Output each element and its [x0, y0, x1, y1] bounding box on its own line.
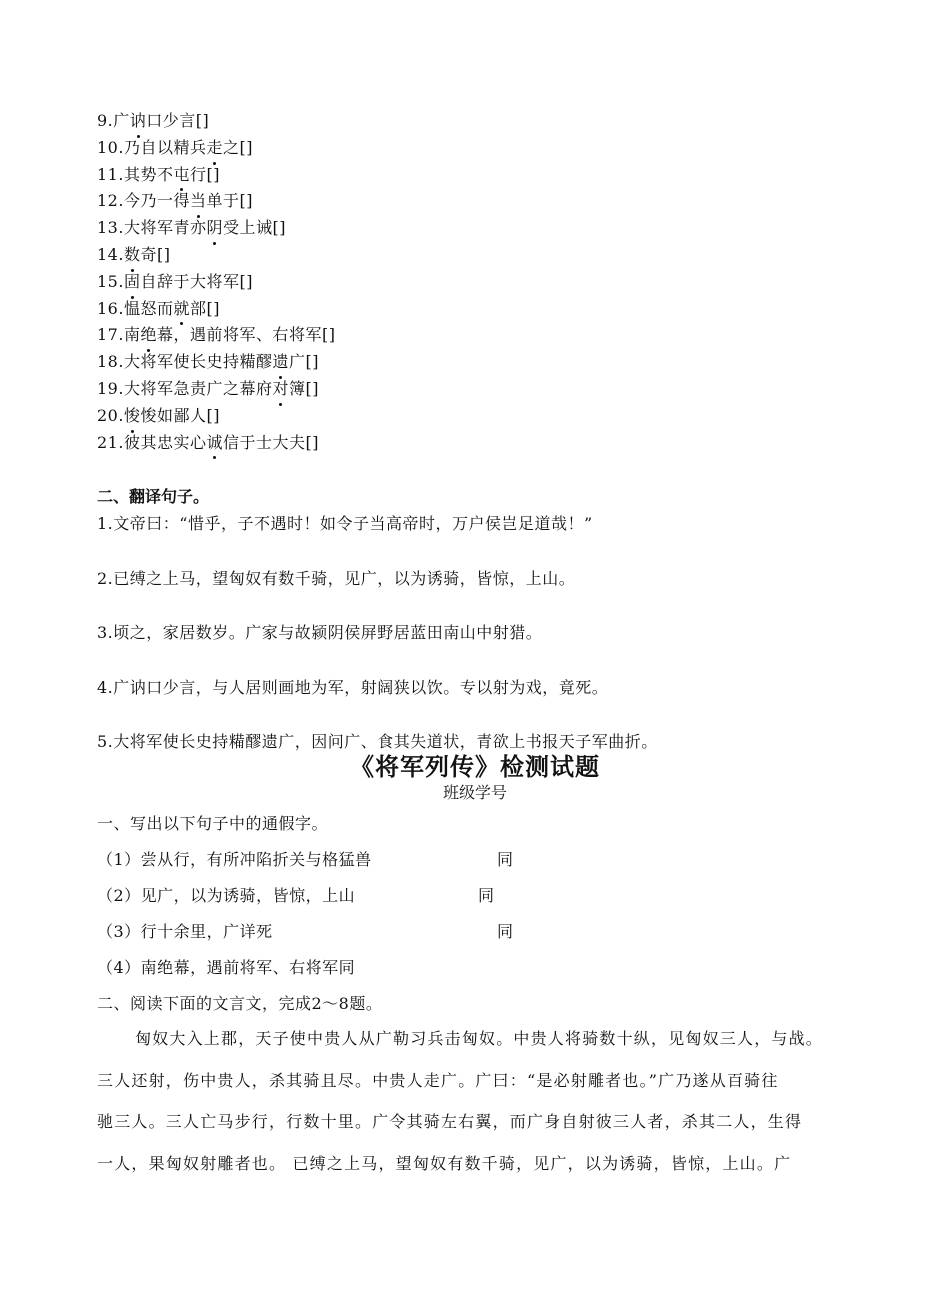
- translation-item-1: 1.文帝曰：“惜乎，子不遇时！如令子当高帝时，万户侯岂足道哉！”: [97, 514, 593, 533]
- vocab-item-20: 20.悛悛如鄙人[]: [97, 403, 335, 430]
- same-as-label: 同: [497, 922, 514, 941]
- vocab-item-15: 15.固自辞于大将军[]: [97, 269, 335, 296]
- tongjia-text: （3）行十余里，广详死: [97, 922, 273, 941]
- vocab-item-10: 10.乃自以精兵走之[]: [97, 135, 335, 162]
- vocab-item-16: 16.愠怒而就部[]: [97, 296, 335, 323]
- translation-heading: 二、翻译句子。: [97, 487, 210, 506]
- translation-item-5: 5.大将军使长史持糒醪遗广，因问广、食其失道状，青欲上书报天子军曲折。: [97, 732, 658, 751]
- vocab-list: [97, 108, 335, 456]
- translation-item-2: 2.已缚之上马，望匈奴有数千骑，见广，以为诱骑，皆惊，上山。: [97, 568, 576, 588]
- vocab-item-18: 18.大将军使长史持糒醪遗广[]: [97, 349, 335, 376]
- same-as-label: 同: [478, 886, 495, 905]
- tongjia-item-3: [97, 914, 887, 950]
- section2-heading: 二、阅读下面的文言文，完成2～8题。: [97, 994, 383, 1013]
- test-title: 《将军列传》检测试题: [350, 752, 600, 781]
- section1-heading: 一、写出以下句子中的通假字。: [97, 814, 329, 833]
- vocab-item-9: 9.广讷口少言[]: [97, 108, 335, 135]
- vocab-item-12: 12.今乃一得当单于[]: [97, 188, 335, 215]
- vocab-item-14: 14.数奇[]: [97, 242, 335, 269]
- classical-passage: [97, 1018, 872, 1184]
- passage-line-1: 匈奴大入上郡，天子使中贵人从广勒习兵击匈奴。中贵人将骑数十纵，见匈奴三人，与战。: [135, 1029, 824, 1048]
- same-as-label: 同: [497, 850, 514, 869]
- vocab-item-11: 11.其势不屯行[]: [97, 162, 335, 189]
- test-section-1: [97, 806, 887, 1022]
- passage-line-4: 一人，果匈奴射雕者也。 已缚之上马，望匈奴有数千骑，见广，以为诱骑，皆惊，上山。广: [97, 1153, 792, 1173]
- tongjia-item-4: [97, 950, 887, 986]
- translation-item-4: 4.广讷口少言，与人居则画地为军，射阔狭以饮。专以射为戏，竟死。: [97, 677, 609, 697]
- tongjia-text: （1）尝从行，有所冲陷折关与格猛兽: [97, 850, 372, 869]
- class-number-line: 班级学号: [442, 783, 507, 802]
- vocab-item-17: 17.南绝幕，遇前将军、右将军[]: [97, 322, 335, 349]
- vocab-item-21: 21.彼其忠实心诚信于士大夫[]: [97, 430, 335, 457]
- tongjia-item-1: [97, 842, 887, 878]
- tongjia-item-2: [97, 878, 887, 914]
- tongjia-text: （4）南绝幕，遇前将军、右将军同: [97, 958, 356, 977]
- translation-item-3: 3.顷之，家居数岁。广家与故颍阴侯屏野居蓝田南山中射猎。: [97, 623, 543, 642]
- passage-line-3: 驰三人。三人亡马步行，行数十里。广令其骑左右翼，而广身自射彼三人者，杀其二人，生得: [97, 1112, 803, 1131]
- tongjia-text: （2）见广，以为诱骑，皆惊，上山: [97, 886, 356, 905]
- vocab-item-13: 13.大将军青亦阴受上诫[]: [97, 215, 335, 242]
- passage-line-2: 三人还射，伤中贵人，杀其骑且尽。中贵人走广。广曰：“是必射雕者也。”广乃遂从百骑往: [97, 1070, 779, 1090]
- vocab-item-19: 19.大将军急责广之幕府对簿[]: [97, 376, 335, 403]
- translation-section: [97, 483, 887, 783]
